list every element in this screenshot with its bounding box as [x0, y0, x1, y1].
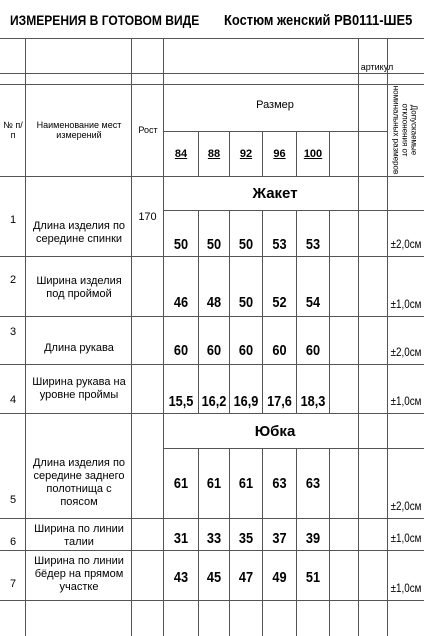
- row-number: 4: [9, 393, 17, 406]
- measurement-value: 33: [206, 529, 222, 547]
- measurement-value: 61: [173, 474, 189, 492]
- size-100-header: 100: [303, 148, 323, 160]
- measurement-value: 37: [272, 529, 287, 547]
- tolerance-value: ±2,0см: [390, 237, 422, 251]
- measurement-value: 60: [238, 341, 254, 359]
- height-value: 170: [138, 210, 157, 223]
- tolerance-value: ±1,0см: [390, 531, 422, 545]
- measurement-value: 18,3: [300, 392, 326, 410]
- row-number: 5: [9, 493, 17, 506]
- measurement-value: 54: [305, 293, 321, 311]
- tolerance-value: ±1,0см: [390, 394, 422, 408]
- row-number: 3: [9, 325, 17, 338]
- row-number: 1: [9, 213, 17, 226]
- measurement-value: 52: [272, 293, 287, 311]
- measurement-value: 16,9: [233, 392, 259, 410]
- measurement-value: 53: [305, 236, 321, 253]
- size-88-header: 88: [207, 148, 221, 160]
- tolerance-value: ±1,0см: [390, 581, 422, 595]
- name-column-header: Наименование мест измерений: [36, 120, 122, 140]
- measurement-name: Ширина по линии талии: [34, 523, 124, 548]
- section-skirt: Юбка: [254, 422, 296, 440]
- measurement-value: 15,5: [168, 392, 194, 410]
- product-title: Костюм женский РВ0111-ШЕ5: [224, 12, 413, 29]
- measurement-value: 50: [206, 236, 222, 253]
- document-title: ИЗМЕРЕНИЯ В ГОТОВОМ ВИДЕ: [10, 12, 200, 28]
- measurement-name: Ширина изделия под проймой: [36, 275, 122, 300]
- measurement-value: 60: [305, 341, 321, 359]
- measurement-value: 35: [238, 529, 254, 547]
- measurement-value: 49: [272, 568, 287, 586]
- measurement-value: 47: [238, 568, 254, 586]
- measurement-value: 60: [272, 341, 287, 359]
- measurement-value: 48: [206, 293, 222, 311]
- measurement-value: 63: [272, 474, 287, 492]
- measurement-name: Длина изделия по середине заднего полотнища с поясом: [32, 457, 126, 508]
- row-number: 2: [9, 273, 17, 286]
- measurement-value: 50: [238, 236, 254, 253]
- tolerance-value: ±1,0см: [390, 297, 422, 311]
- tolerance-value: ±2,0см: [390, 499, 422, 513]
- measurement-value: 43: [173, 568, 189, 586]
- height-column-header: Рост: [138, 125, 158, 135]
- measurement-value: 50: [173, 236, 189, 253]
- row-number: 7: [9, 577, 17, 590]
- measurement-value: 61: [238, 474, 254, 492]
- section-jacket: Жакет: [252, 185, 298, 202]
- measurement-name: Ширина рукава на уровне проймы: [32, 376, 126, 401]
- measurement-value: 31: [173, 529, 189, 547]
- measurement-name: Длина рукава: [44, 341, 114, 354]
- tolerance-column-header: Допускаемые отклонения от номинальных размеров: [391, 85, 419, 175]
- measurement-name: Ширина по линии бёдер на прямом участке: [34, 554, 124, 593]
- measurement-value: 53: [272, 236, 287, 253]
- size-84-header: 84: [174, 148, 188, 160]
- measurement-value: 63: [305, 474, 321, 492]
- measurement-name: Длина изделия по середине спинки: [32, 220, 126, 245]
- size-column-header: Размер: [256, 98, 294, 111]
- measurement-value: 50: [238, 293, 254, 311]
- measurement-value: 16,2: [201, 392, 227, 410]
- size-96-header: 96: [273, 148, 286, 160]
- measurement-value: 46: [173, 293, 189, 311]
- measurement-value: 39: [305, 529, 321, 547]
- measurement-value: 60: [206, 341, 222, 359]
- measurement-value: 60: [173, 341, 189, 359]
- article-label: артикул: [360, 61, 394, 72]
- size-92-header: 92: [239, 148, 253, 160]
- measurement-value: 51: [305, 568, 321, 586]
- measurement-value: 45: [206, 568, 222, 586]
- measurement-value: 61: [206, 474, 222, 492]
- measurement-value: 17,6: [267, 392, 292, 410]
- tolerance-value: ±2,0см: [390, 345, 422, 359]
- row-number: 6: [9, 535, 17, 548]
- number-column-header: № п/п: [3, 120, 23, 140]
